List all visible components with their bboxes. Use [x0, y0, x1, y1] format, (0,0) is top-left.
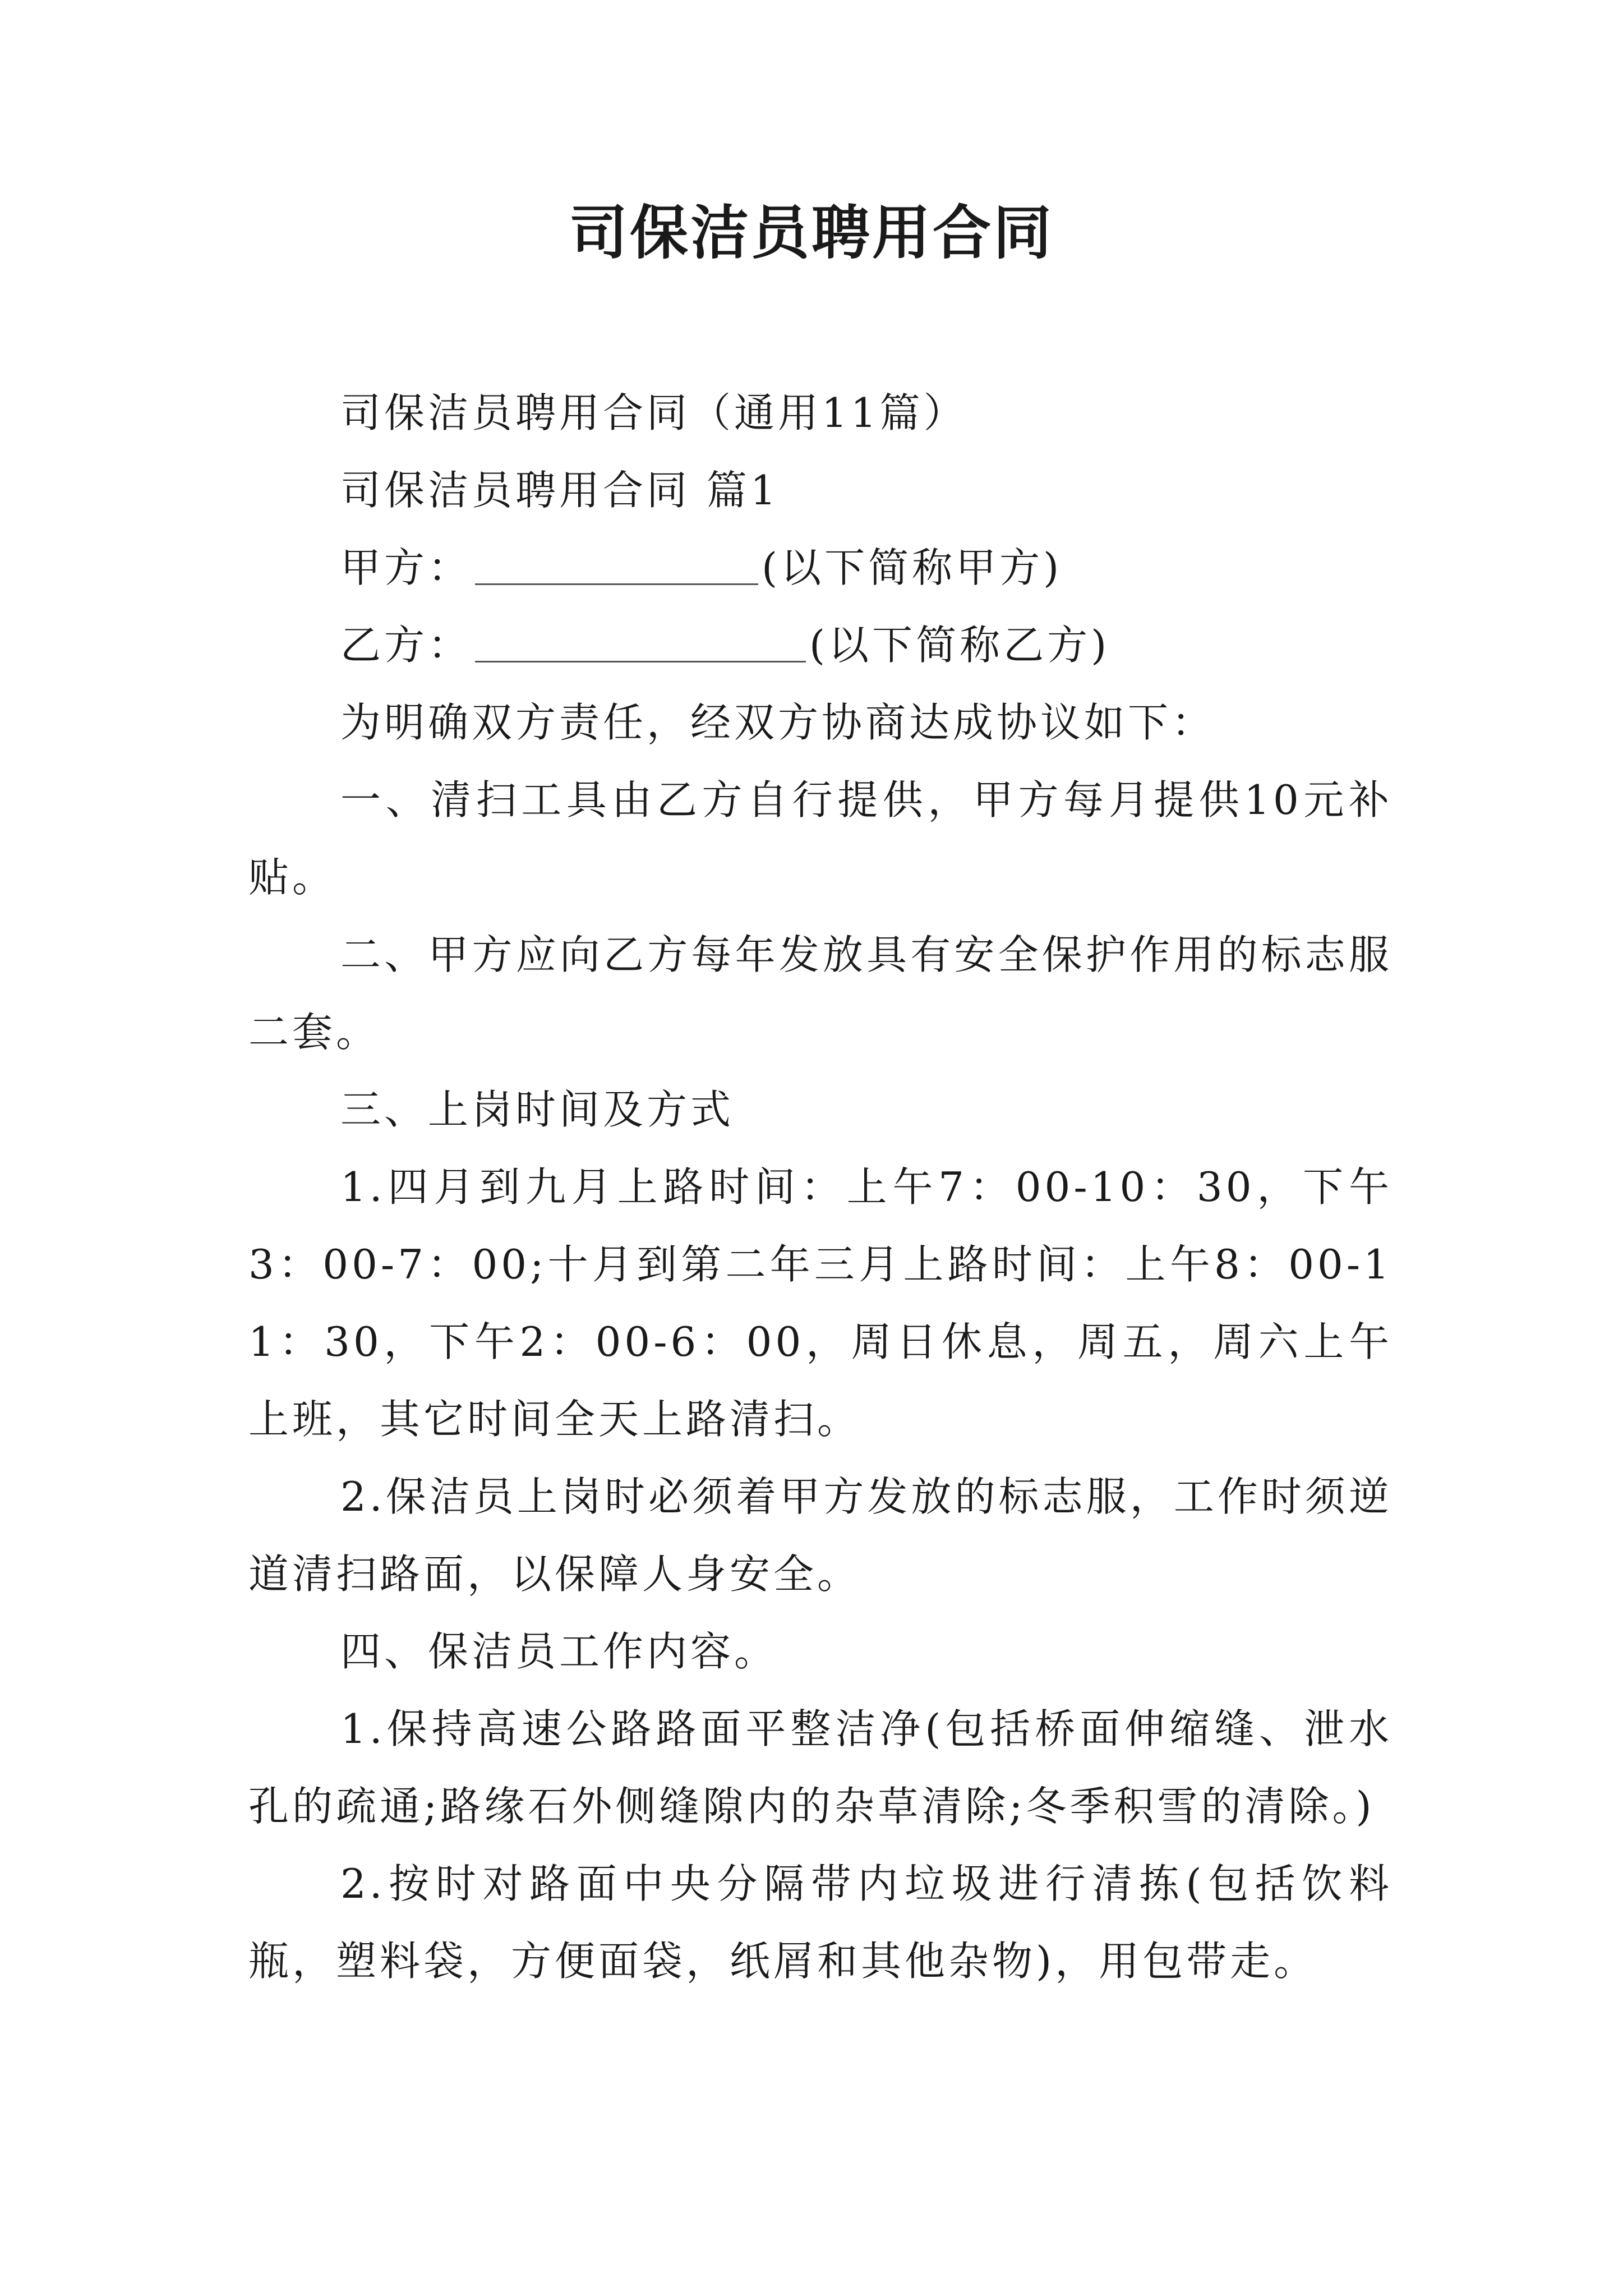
document-title: 司保洁员聘用合同: [569, 199, 1054, 267]
paragraph-clause-3-item-2: 2.保洁员上岗时必须着甲方发放的标志服，工作时须逆道清扫路面，以保障人身安全。: [248, 1473, 1393, 1598]
party-b-suffix: (以下简称乙方): [809, 622, 1110, 669]
paragraph-party-a: [248, 529, 1393, 606]
paragraph-clause-1: 一、清扫工具由乙方自行提供，甲方每月提供10元补贴。: [248, 776, 1393, 901]
party-b-label: 乙方：: [340, 622, 472, 669]
party-a-label: 甲方：: [340, 544, 472, 591]
document-body: [248, 374, 1393, 2000]
paragraph-section-heading: 司保洁员聘用合同 篇1: [340, 467, 780, 514]
paragraph-clause-4-item-2: 2.按时对路面中央分隔带内垃圾进行清拣(包括饮料瓶，塑料袋，方便面袋，纸屑和其他杂物)，用包带走。: [248, 1860, 1393, 1985]
paragraph-clause-3-heading: 三、上岗时间及方式: [340, 1086, 735, 1133]
paragraph-clause-2: 二、甲方应向乙方每年发放具有安全保护作用的标志服二套。: [248, 931, 1393, 1056]
party-b-blank-line: [475, 625, 806, 662]
paragraph-clause-4-heading: 四、保洁员工作内容。: [340, 1628, 778, 1675]
party-a-blank-line: [475, 547, 758, 585]
paragraph-clause-3-item-1: 1.四月到九月上路时间：上午7：00-10：30，下午3：00-7：00;十月到第二年三月上路时间：上午8：00-11：30，下午2：00-6：00，周日休息，周五，周六上午上班，其它时间全天上路清扫。: [248, 1163, 1393, 1443]
paragraph-agreement-intro: 为明确双方责任，经双方协商达成协议如下：: [340, 699, 1216, 746]
paragraph-clause-4-item-1: 1.保持高速公路路面平整洁净(包括桥面伸缩缝、泄水孔的疏通;路缘石外侧缝隙内的杂草清除;冬季积雪的清除。): [248, 1705, 1393, 1830]
paragraph-subtitle: 司保洁员聘用合同（通用11篇）: [340, 389, 967, 436]
party-a-suffix: (以下简称甲方): [762, 544, 1063, 591]
paragraph-party-b: [248, 606, 1393, 684]
